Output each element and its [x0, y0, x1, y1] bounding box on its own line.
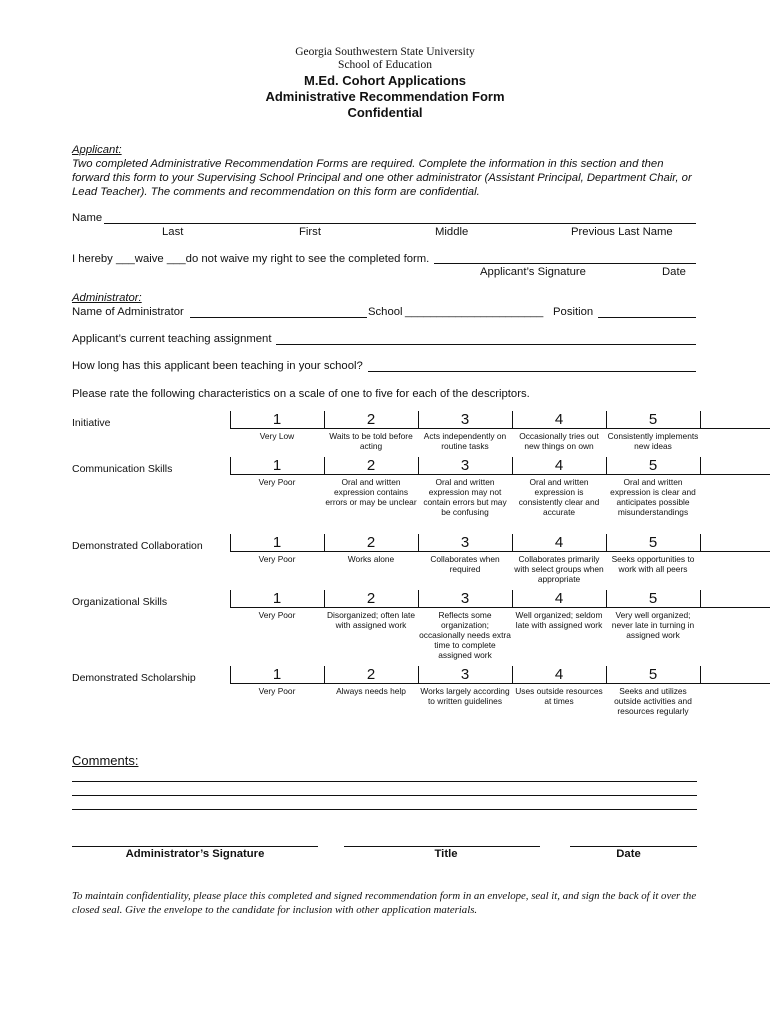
rating-option-3[interactable]: 3	[460, 411, 470, 428]
rating-descriptor: Oral and written expression is consistently clear and accurate	[518, 477, 600, 517]
rating-descriptor: Very Poor	[258, 477, 296, 487]
rating-option-4[interactable]: 4	[554, 666, 564, 683]
form-title-2: Administrative Recommendation Form	[265, 89, 505, 104]
rating-option-3[interactable]: 3	[460, 534, 470, 551]
admin-school-line[interactable]: ______________________	[405, 306, 544, 318]
rating-scale	[230, 666, 770, 716]
form-title-3: Confidential	[347, 105, 423, 120]
scale-tick	[700, 411, 701, 428]
rating-option-5[interactable]: 5	[648, 457, 658, 474]
rating-descriptor: Very Poor	[258, 610, 296, 620]
rating-descriptor: Acts independently on routine tasks	[423, 431, 507, 451]
comments-heading: Comments:	[72, 753, 139, 768]
name-part-first: First	[299, 226, 321, 238]
admin-signature-line[interactable]	[72, 846, 318, 847]
name-line[interactable]	[104, 223, 696, 224]
rating-descriptor: Oral and written expression may not contain errors but may be confusing	[423, 477, 507, 517]
applicant-instructions: Two completed Administrative Recommendation Forms are required. Complete the information in this section and then forward this form to your Supervising School Principal and one other administrator (Assistant Principal, Department Chair, or Lead Teacher). The comments and recommendation on this form are confidential.	[72, 158, 692, 198]
rating-option-4[interactable]: 4	[554, 411, 564, 428]
rating-descriptor: Disorganized; often late with assigned work	[327, 610, 415, 630]
name-label: Name	[72, 212, 103, 224]
rating-option-2[interactable]: 2	[366, 666, 376, 683]
admin-signature-label: Administrator’s Signature	[125, 848, 265, 860]
rating-option-5[interactable]: 5	[648, 411, 658, 428]
rating-row-label: Initiative	[72, 417, 111, 429]
admin-position-label: Position	[553, 306, 594, 318]
rating-option-3[interactable]: 3	[460, 457, 470, 474]
rating-descriptor: Always needs help	[336, 686, 406, 696]
rating-descriptor: Occasionally tries out new things on own	[519, 431, 599, 451]
teaching-assignment-line[interactable]	[276, 344, 696, 345]
scale-tick	[700, 666, 701, 683]
admin-name-line[interactable]	[190, 317, 367, 318]
rating-descriptor: Very well organized; never late in turning in assigned work	[611, 610, 695, 640]
rating-descriptor: Uses outside resources at times	[515, 686, 603, 706]
admin-position-line[interactable]	[598, 317, 696, 318]
school-name: School of Education	[338, 59, 432, 71]
rating-option-5[interactable]: 5	[648, 534, 658, 551]
rating-descriptor: Works largely according to written guidelines	[420, 686, 510, 706]
rating-row-label: Communication Skills	[72, 463, 173, 475]
rating-option-4[interactable]: 4	[554, 590, 564, 607]
applicant-heading: Applicant:	[72, 144, 122, 156]
rating-scale	[230, 457, 770, 517]
rating-descriptor: Collaborates when required	[430, 554, 500, 574]
rating-option-1[interactable]: 1	[272, 590, 282, 607]
scale-tick	[700, 590, 701, 607]
name-part-middle: Middle	[435, 226, 469, 238]
rating-scale	[230, 411, 770, 451]
rating-descriptor: Very Poor	[258, 686, 296, 696]
administrator-heading: Administrator:	[72, 292, 142, 304]
teaching-duration-label: How long has this applicant been teaching in your school?	[72, 360, 363, 372]
rating-option-2[interactable]: 2	[366, 411, 376, 428]
scale-tick	[700, 534, 701, 551]
rating-row-label: Demonstrated Scholarship	[72, 672, 196, 684]
rating-descriptor: Waits to be told before acting	[329, 431, 413, 451]
form-title-1: M.Ed. Cohort Applications	[303, 73, 466, 88]
rating-scale	[230, 534, 770, 584]
university-name: Georgia Southwestern State University	[295, 46, 475, 58]
rating-instructions: Please rate the following characteristics on a scale of one to five for each of the descriptors.	[72, 388, 530, 400]
rating-option-4[interactable]: 4	[554, 457, 564, 474]
rating-option-3[interactable]: 3	[460, 666, 470, 683]
rating-descriptor: Works alone	[347, 554, 395, 564]
confidentiality-note: To maintain confidentiality, please place this completed and signed recommendation form in an envelope, seal it, and sign the back of it over the closed seal. Give the envelope to the candidate for inclusion with other application materials.	[72, 890, 697, 916]
rating-descriptor: Very Poor	[258, 554, 296, 564]
applicant-signature-line[interactable]	[434, 263, 696, 264]
applicant-signature-label: Applicant’s Signature	[480, 266, 586, 278]
admin-school-label: School	[368, 306, 403, 318]
rating-row-label: Demonstrated Collaboration	[72, 540, 203, 552]
rating-scale	[230, 590, 770, 660]
rating-option-2[interactable]: 2	[366, 457, 376, 474]
comment-line[interactable]	[72, 781, 697, 782]
rating-option-5[interactable]: 5	[648, 590, 658, 607]
title-label: Title	[434, 848, 458, 860]
rating-option-1[interactable]: 1	[272, 457, 282, 474]
rating-descriptor: Well organized; seldom late with assigned work	[515, 610, 603, 630]
name-part-previous: Previous Last Name	[571, 226, 673, 238]
rating-option-2[interactable]: 2	[366, 590, 376, 607]
rating-descriptor: Consistently implements new ideas	[607, 431, 699, 451]
teaching-assignment-label: Applicant’s current teaching assignment	[72, 333, 272, 345]
applicant-date-label: Date	[662, 266, 686, 278]
rating-option-1[interactable]: 1	[272, 666, 282, 683]
rating-descriptor: Seeks opportunities to work with all peers	[611, 554, 695, 574]
title-line[interactable]	[344, 846, 540, 847]
rating-descriptor: Very Low	[259, 431, 295, 441]
admin-name-label: Name of Administrator	[72, 306, 184, 318]
rating-option-3[interactable]: 3	[460, 590, 470, 607]
rating-option-1[interactable]: 1	[272, 411, 282, 428]
rating-row-label: Organizational Skills	[72, 596, 168, 608]
waiver-text[interactable]: I hereby ___waive ___do not waive my right to see the completed form.	[72, 253, 430, 265]
rating-descriptor: Collaborates primarily with select groups when appropriate	[514, 554, 604, 584]
teaching-duration-line[interactable]	[368, 371, 696, 372]
scale-tick	[700, 457, 701, 474]
rating-option-2[interactable]: 2	[366, 534, 376, 551]
date-line[interactable]	[570, 846, 697, 847]
rating-option-1[interactable]: 1	[272, 534, 282, 551]
name-part-last: Last	[162, 226, 184, 238]
comment-line[interactable]	[72, 795, 697, 796]
rating-descriptor: Oral and written expression contains errors or may be unclear	[325, 477, 417, 507]
rating-descriptor: Reflects some organization; occasionally needs extra time to complete assigned work	[419, 610, 511, 660]
date-label: Date	[616, 848, 641, 860]
rating-option-4[interactable]: 4	[554, 534, 564, 551]
rating-descriptor: Seeks and utilizes outside activities and resources regularly	[614, 686, 692, 716]
rating-descriptor: Oral and written expression is clear and anticipates possible misunderstandings	[610, 477, 696, 517]
rating-option-5[interactable]: 5	[648, 666, 658, 683]
comment-line[interactable]	[72, 809, 697, 810]
